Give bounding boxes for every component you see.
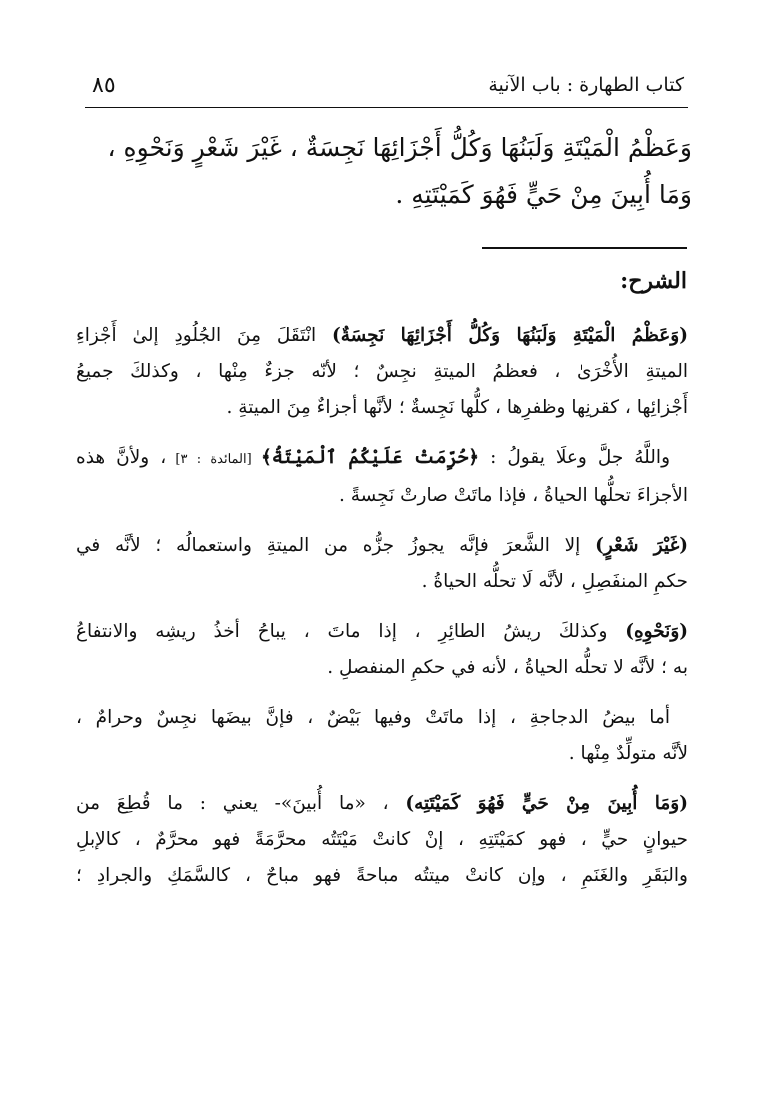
matn-text — [88, 124, 692, 218]
paragraph-line: حيوانٍ حيٍّ ، فهو كمَيْتَتِهِ ، إنْ كانتْ مَيْتَتُه محرَّمَةً فهو محرَّمٌ ، كالإبلِ — [76, 829, 688, 850]
quoted-matn: (غَيْرَ شَعْرٍ) — [595, 535, 688, 556]
paragraph-line: أما بيضُ الدجاجةِ ، إذا ماتَتْ وفيها بَيْضٌ ، فإنَّ بيضَها نجِسٌ وحرامٌ ، — [76, 707, 670, 728]
matn-line: وَعَظْمُ الْمَيْتَةِ وَلَبَنُهَا وَكُلُّ أَجْزَائِهَا نَجِسَةٌ ، غَيْرَ شَعْرٍ وَنَحْوِهِ ، — [107, 133, 692, 162]
paragraph-line: لأنَّه متولِّدٌ مِنْها . — [568, 743, 688, 764]
paragraph-line — [76, 440, 688, 478]
quoted-matn: (وَنَحْوِهِ) — [625, 621, 688, 642]
quoted-matn: (وَعَظْمُ الْمَيْتَةِ وَلَبَنُهَا وَكُلُّ أَجْزَائِهَا نَجِسَةٌ) — [331, 325, 688, 346]
paragraph — [76, 700, 688, 772]
running-title: كتاب الطهارة : باب الآنية — [488, 74, 684, 96]
sharh-body — [76, 318, 688, 908]
paragraph-line: أَجْزائِها ، كقرنِها وظفرِها ، كلُّها نَجِسةٌ ؛ لأنَّها أجزاءٌ مِنَ الميتةِ . — [226, 397, 688, 418]
quran-verse: ﴿حُرِّمَتْ عَلَيْكُمُ ٱلْمَيْتَةُ﴾ — [260, 447, 480, 468]
paragraph-line: به ؛ لأنَّه لا تحلُّه الحياةُ ، لأنه في حكمِ المنفصلِ . — [327, 657, 688, 678]
paragraph-line — [76, 786, 688, 822]
commentary-text: وكذلكَ ريشُ الطائِرِ ، إذا ماتَ ، يباحُ أخذُ ريشِه والانتفاعُ — [76, 621, 626, 642]
paragraph-line: الميتةِ الأُخْرَىٰ ، فعظمُ الميتةِ نجِسٌ ؛ لأنّه جزءٌ مِنْها ، وكذلكَ جميعُ — [76, 361, 688, 382]
matn-divider — [482, 247, 687, 249]
commentary-text: انْتَقَلَ مِنَ الجُلُودِ إلىٰ أَجْزاءِ — [76, 325, 332, 346]
commentary-text: واللَّهُ جلَّ وعلَا يقولُ : — [479, 447, 670, 468]
paragraph — [76, 786, 688, 894]
paragraph — [76, 440, 688, 514]
paragraph-line — [76, 614, 688, 650]
commentary-text: إلا الشَّعرَ فإنَّه يجوزُ جزُّه من الميتةِ واستعمالُه ؛ لأنَّه في — [76, 535, 596, 556]
sharh-heading: الشرح: — [620, 268, 687, 294]
page-header — [92, 72, 684, 98]
quoted-matn: (وَمَا أُبِينَ مِنْ حَيٍّ فَهُوَ كَمَيْتَتِه) — [405, 793, 688, 814]
header-divider — [85, 107, 688, 108]
verse-reference: [المائدة : ٣] — [166, 452, 261, 467]
commentary-text: ، ولأنَّ هذه — [76, 447, 167, 468]
paragraph-line — [76, 528, 688, 564]
paragraph — [76, 528, 688, 600]
paragraph-line: الأجزاءَ تحلُّها الحياةُ ، فإذا ماتَتْ صارتْ نَجِسةً . — [338, 485, 688, 506]
paragraph-line: حكمِ المنفَصِلِ ، لأنَّه لَا تحلُّه الحياةُ . — [421, 571, 688, 592]
paragraph-line: والبَقَرِ والغَنَمِ ، وإن كانتْ ميتتُه مباحةً فهو مباحٌ ، كالسَّمَكِ والجرادِ ؛ — [76, 865, 688, 886]
paragraph — [76, 318, 688, 426]
paragraph-line — [76, 318, 688, 354]
commentary-text: ، «ما أُبينَ»- يعني : ما قُطِعَ من — [76, 793, 406, 814]
matn-line: وَمَا أُبِينَ مِنْ حَيٍّ فَهُوَ كَمَيْتَتِهِ . — [395, 180, 692, 209]
page-number: ٨٥ — [92, 72, 116, 98]
paragraph — [76, 614, 688, 686]
